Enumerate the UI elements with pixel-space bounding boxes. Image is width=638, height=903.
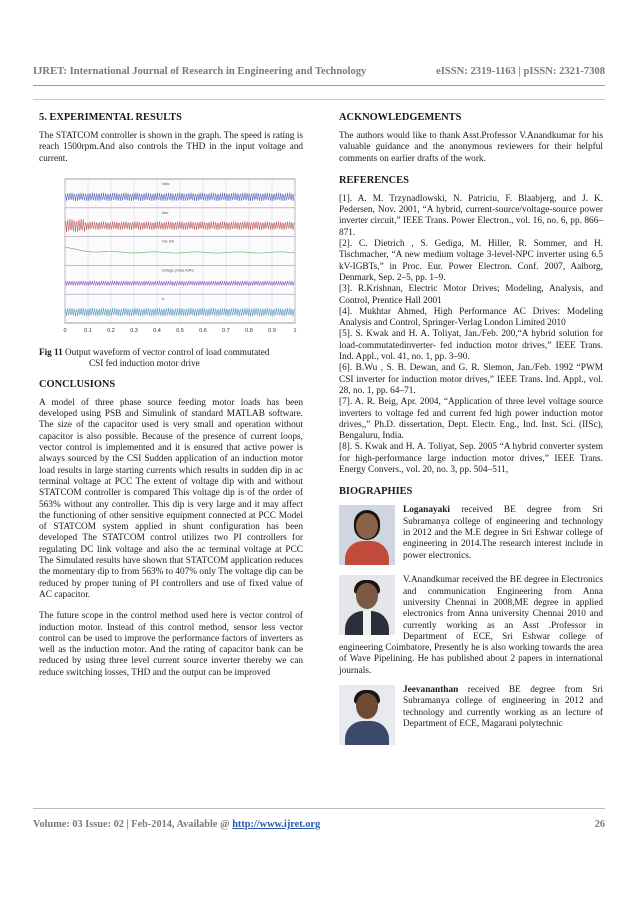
trace-label: Voltage phase A(Pu) [161,268,195,273]
x-tick-label: 0.1 [84,327,92,334]
x-tick-label: 0.8 [245,327,253,334]
author-name: Loganayaki [403,505,451,516]
acknowledgements-text: The authors would like to thank Asst.Professor V.Anandkumar for his valuable guidance and the anonymous reviewers for their helpful comments on earlier drafts of the work. [339,131,603,164]
page-number: 26 [594,819,605,830]
author-name: Jeevananthan [403,684,459,695]
biography-text: Jeevananthan received BE degree from Sri Subramanya college of engineering in 2012 and technology and currently working as an lecture of Department of ECE, Magarani polytechnic [403,684,603,729]
journal-link[interactable]: http://www.ijret.org [232,819,321,830]
running-footer [33,819,605,830]
header-rule-2 [33,99,605,100]
waveform-figure [39,173,303,341]
x-tick-label: 0.5 [176,327,184,334]
reference-item: [8]. S. Kwak and H. A. Toliyat, Sep. 2005 “A hybrid converter system for high-performance large induction motor drives,” IEEE Trans. Energy Convers., vol. 20, no. 3, pp. 504–511, [339,442,603,476]
x-tick-label: 0.4 [153,327,161,334]
section-title-experimental: 5. EXPERIMENTAL RESULTS [39,112,182,123]
footer-rule [33,808,605,809]
conclusions-paragraph-1: A model of three phase source feeding motor loads has been developed using PSB and Simulink of standard MATLAB software. The size of the capacitor used is very small and operation without capacitor is also possible. Because of the presence of current loops, vector control is implemented and it is ensured that active power is always sourced by the CSI Sudden application of an induction motor load results in large starting currents which results in sudden dip in ac terminal voltage at PCC The extent of voltage dip with and without STATCOM controller is compared This voltage dip is of the order of 563% without any controller. This dip is very large and it may affect the functioning of other sensitive equipment connected at PCC Model of STATCOM system applied in shunt configuration has been developed The STATCOM control utilizes two PI controllers for regulating DC link voltage and also the ac terminal voltage at PCC The Simulated results have shown that STATCOM application reduces the momentary dip to from 563% to 407% only The voltage dip can be reduced by proper tuning of PI controllers and use of fixed value of AC capacitor. [39,397,303,600]
section-title-conclusions: CONCLUSIONS [39,378,116,390]
biography-anandkumar [339,575,603,677]
reference-item: [2]. C. Dietrich , S. Gediga, M. Hiller, R. Sommer, and H. Tischmacher, “A new medium voltage 3-level-NPC inverter using 6.5 kV-IGBTs,” in Proc. Eur. Power Electron. Conf. 2007, Aalborg, Denmark, Sep. 2–5, pp. 1–9. [339,239,603,283]
reference-item: [7]. A. R. Beig, Apr. 2004, “Application of three level voltage source inverters to voltage fed and current fed high power induction motor drives,,” Ph.D. dissertation, Dept. Electr. Eng., Ind. Inst. Sci. (IISc), Bengaluru, India. [339,397,603,442]
x-tick-label: 0.9 [268,327,276,334]
author-photo [339,685,395,745]
header-rule [33,85,605,86]
reference-item: [5]. S. Kwak and H. A. Toliyat, Jan./Feb. 200,“A hybrid solution for load-commutatedinverter- fed induction motor drives,” IEEE Trans. Ind. Appl., vol. 41, no. 1, pp. 3–90. [339,329,603,363]
waveform-plot [39,173,303,341]
section-title-biographies: BIOGRAPHIES [339,486,413,498]
running-header [33,66,605,77]
biography-text: Loganayaki received BE degree from Sri Subramanya college of engineering and technology in 2012 and the M.E degree in Sri Eshwar college of engineering in 2014.The research interest include in power electronics. [403,505,603,561]
biography-jeevananthan [339,685,603,730]
experimental-text: The STATCOM controller is shown in the graph. The speed is rating is reach 1500rpm.And also controls the THD in the input voltage and current. [39,131,303,164]
trace-label: Ic [161,297,165,302]
issn: eISSN: 2319-1163 | pISSN: 2321-7308 [436,66,605,77]
figure-label: Fig 11 [39,346,63,357]
trace-label: Vdc link [161,239,175,244]
footer-volume: Volume: 03 Issue: 02 | Feb-2014, Available @ http://www.ijret.org [33,819,321,830]
x-tick-label: 0.2 [107,327,115,334]
trace-label: Vabc [161,181,170,186]
left-column [39,112,303,679]
biography-loganayaki [339,505,603,567]
author-photo [339,575,395,635]
figure-caption-line2: CSI fed induction motor drive [89,357,200,368]
reference-item: [3]. R.Krishnan, Electric Motor Drives; Modeling, Analysis, and Control, Prentice Hall 2001 [339,284,603,306]
conclusions-paragraph-2: The future scope in the control method used here is vector control of induction motor. Instead of this control method, sensor less vector control can be used to improve the performance factors of inverters as well as the induction motor. And the rating of capacitor bank can be reduced by using three level current source inverter thereby we can reduce switching losses, THD and the output can be improved [39,611,303,678]
reference-item: [1]. A. M. Trzynadlowski, N. Patriciu, F. Blaabjerg, and J. K. Pedersen, Nov. 2001, “A hybrid, current-source/voltage-source power inverter circuit,” IEEE Trans. Power Electron., vol. 16, no. 6, pp. 866–871. [339,193,603,238]
trace-label: Iabc [161,210,169,215]
journal-name: IJRET: International Journal of Research in Engineering and Technology [33,66,367,77]
right-column [339,112,603,747]
x-tick-label: 0.6 [199,327,207,334]
figure-caption [39,347,303,369]
x-tick-label: 1 [293,327,297,334]
biography-text: V.Anandkumar received the BE degree in Electronics and communication Engineering from Anna university Chennai in 2008,ME degree in applied electronics from Anna university Chennai 2010 and currently working as an Asst .Professor in Department of ECE, Sri Eshwar college of engineering Coimbatore, Presently he is also working towards the area of Wave Pipelining. He has published about 2 papers in international journals. [339,575,603,676]
reference-list [339,194,603,476]
reference-item: [4]. Mukhtar Ahmed, High Performance AC Drives: Modeling Analysis and Control, Springer-Verlag London Limited 2010 [339,306,603,329]
reference-item: [6]. B.Wu , S. B. Dewan, and G. R. Slemon, Jan./Feb. 1992 “PWM CSI inverter for induction motor drives,” IEEE Trans. Ind. Appl., vol. 28, no. 1, pp. 64–71. [339,363,603,396]
section-title-acknowledgements: ACKNOWLEDGEMENTS [339,112,462,123]
x-tick-label: 0.3 [130,327,138,334]
section-title-references: REFERENCES [339,174,409,186]
author-photo [339,505,395,565]
x-tick-label: 0 [63,327,67,334]
x-tick-label: 0.7 [222,327,230,334]
figure-caption-line1: Output waveform of vector control of load commutated [65,346,270,357]
